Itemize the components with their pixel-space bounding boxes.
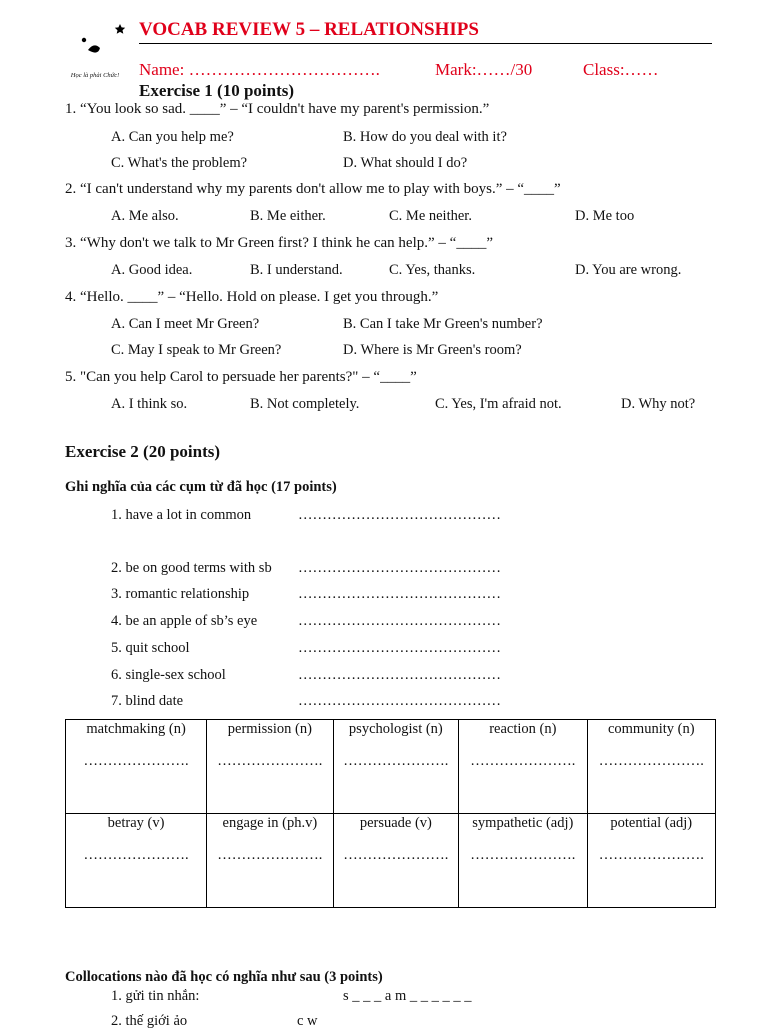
cell-blank[interactable]: …………………. [217,847,323,863]
table-row [66,720,716,814]
collocation-1-hint[interactable]: s _ _ _ a m _ _ _ _ _ _ [343,988,472,1004]
q1-option-d[interactable]: D. What should I do? [343,155,468,171]
q4-option-c[interactable]: C. May I speak to Mr Green? [111,342,282,358]
cell-blank[interactable]: …………………. [470,847,576,863]
phrase-2: 2. be on good terms with sb [111,560,272,576]
phrase-1-blank[interactable]: …………………………………… [298,507,501,523]
cell-word: psychologist (n) [348,721,443,737]
cell-blank[interactable]: …………………. [470,753,576,769]
phrase-6-blank[interactable]: …………………………………… [298,667,501,683]
q4-option-d[interactable]: D. Where is Mr Green's room? [343,342,522,358]
question-3: 3. “Why don't we talk to Mr Green first? I think he can help.” – “____” [65,235,493,251]
phrase-7: 7. blind date [111,693,184,709]
table-cell [459,720,587,814]
cell-blank[interactable]: …………………. [83,753,189,769]
table-cell [333,814,459,908]
cell-blank[interactable]: …………………. [343,753,449,769]
q5-option-a[interactable]: A. I think so. [111,396,188,412]
table-cell [207,720,333,814]
table-cell [66,720,207,814]
table-cell [66,814,207,908]
cell-word: permission (n) [227,721,312,737]
school-logo [58,20,132,86]
exercise-2-subtitle: Ghi nghĩa của các cụm từ đã học (17 points) [65,479,337,495]
collocation-2: 2. thế giới ảo [111,1013,188,1029]
q3-option-a[interactable]: A. Good idea. [111,262,193,278]
phrase-3: 3. romantic relationship [111,586,250,602]
table-cell [459,814,587,908]
q1-option-c[interactable]: C. What's the problem? [111,155,248,171]
q5-option-d[interactable]: D. Why not? [621,396,696,412]
cell-blank[interactable]: …………………. [343,847,449,863]
phrase-3-blank[interactable]: …………………………………… [298,586,501,602]
table-cell [587,814,715,908]
question-5: 5. "Can you help Carol to persuade her parents?" – “____” [65,369,417,385]
q2-option-b[interactable]: B. Me either. [250,208,326,224]
table-cell [207,814,333,908]
collocation-2-hint[interactable]: c w [297,1013,318,1029]
cell-word: sympathetic (adj) [472,815,574,831]
q3-option-c[interactable]: C. Yes, thanks. [389,262,476,278]
phrase-4-blank[interactable]: …………………………………… [298,613,501,629]
q4-option-b[interactable]: B. Can I take Mr Green's number? [343,316,543,332]
exercise-1-title: Exercise 1 (10 points) [139,81,295,100]
q2-option-c[interactable]: C. Me neither. [389,208,472,224]
star-icon [115,24,125,34]
page-title: VOCAB REVIEW 5 – RELATIONSHIPS [139,19,479,40]
word-form-table [65,719,716,908]
crescent-moon-icon [58,20,132,74]
q4-option-a[interactable]: A. Can I meet Mr Green? [111,316,260,332]
q1-option-b[interactable]: B. How do you deal with it? [343,129,507,145]
cell-blank[interactable]: …………………. [83,847,189,863]
cell-word: reaction (n) [489,721,557,737]
class-field[interactable]: Class:…… [583,60,659,79]
cell-word: engage in (ph.v) [222,815,318,831]
cell-blank[interactable]: …………………. [598,847,704,863]
cell-word: betray (v) [107,815,165,831]
q3-option-b[interactable]: B. I understand. [250,262,343,278]
question-4: 4. “Hello. ____” – “Hello. Hold on please. I get you through.” [65,289,439,305]
question-2: 2. “I can't understand why my parents don't allow me to play with boys.” – “____” [65,181,561,197]
cell-word: persuade (v) [359,815,432,831]
table-cell [587,720,715,814]
phrase-7-blank[interactable]: …………………………………… [298,693,501,709]
table-row [66,814,716,908]
q2-option-d[interactable]: D. Me too [575,208,635,224]
q3-option-d[interactable]: D. You are wrong. [575,262,682,278]
title-divider [139,43,712,44]
phrase-6: 6. single-sex school [111,667,226,683]
phrase-5: 5. quit school [111,640,190,656]
table-cell [333,720,459,814]
phrase-5-blank[interactable]: …………………………………… [298,640,501,656]
collocation-1: 1. gửi tin nhắn: [111,988,200,1004]
logo-caption: Học là phải Chức! [70,72,120,79]
q1-option-a[interactable]: A. Can you help me? [111,129,234,145]
cell-word: potential (adj) [610,815,693,831]
mark-field: Mark:……/30 [435,60,533,79]
question-1: 1. “You look so sad. ____” – “I couldn't have my parent's permission.” [65,101,490,117]
phrase-1: 1. have a lot in common [111,507,252,523]
name-field[interactable]: Name: ……………………………. [139,60,380,79]
collocations-title: Collocations nào đã học có nghĩa như sau (3 points) [65,969,383,985]
cell-word: community (n) [607,721,695,737]
phrase-4: 4. be an apple of sb’s eye [111,613,258,629]
q5-option-c[interactable]: C. Yes, I'm afraid not. [435,396,562,412]
exercise-2-title: Exercise 2 (20 points) [65,442,221,461]
q2-option-a[interactable]: A. Me also. [111,208,179,224]
phrase-2-blank[interactable]: …………………………………… [298,560,501,576]
cell-word: matchmaking (n) [86,721,186,737]
cell-blank[interactable]: …………………. [217,753,323,769]
cell-blank[interactable]: …………………. [598,753,704,769]
q5-option-b[interactable]: B. Not completely. [250,396,360,412]
